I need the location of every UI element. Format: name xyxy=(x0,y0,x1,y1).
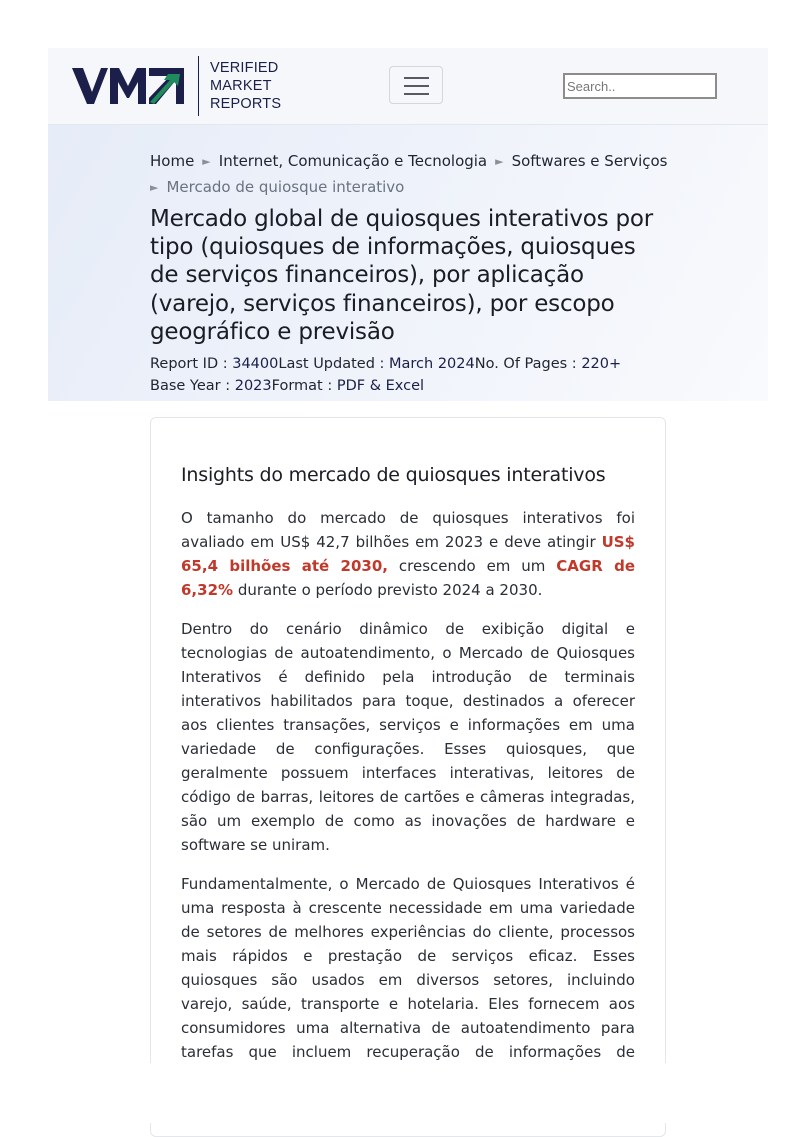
hamburger-menu-button[interactable] xyxy=(389,66,443,104)
report-id-value: 34400 xyxy=(232,356,279,372)
hamburger-icon-bar-middle xyxy=(404,85,429,87)
chevron-right-icon: ► xyxy=(202,155,211,168)
breadcrumb-current: Mercado de quiosque interativo xyxy=(166,178,405,196)
pages-value: 220+ xyxy=(581,356,622,372)
content-card xyxy=(150,417,666,1137)
report-meta-line-2 xyxy=(150,375,670,397)
logo-divider xyxy=(198,56,199,116)
paragraph-market-size xyxy=(181,506,635,602)
page-bottom-margin xyxy=(0,1063,793,1123)
p1-highlight-forecast: US$ 65,4 bilhões até 2030, xyxy=(181,533,635,575)
chevron-right-icon: ► xyxy=(495,155,504,168)
last-updated-label: Last Updated : xyxy=(278,356,390,372)
breadcrumb-subcategory[interactable]: Softwares e Serviços xyxy=(511,152,668,170)
site-header xyxy=(48,48,768,125)
hamburger-icon-bar-top xyxy=(404,77,429,79)
p1-highlight-cagr: CAGR de 6,32% xyxy=(181,557,635,599)
report-meta xyxy=(150,353,670,397)
brand-wordmark[interactable] xyxy=(210,59,281,113)
p1-text-3: durante o período previsto 2024 a 2030. xyxy=(233,581,543,599)
brand-line-2: MARKET xyxy=(210,78,272,94)
brand-line-3: REPORTS xyxy=(210,96,282,112)
pages-label: No. Of Pages : xyxy=(474,356,582,372)
hamburger-icon-bar-bottom xyxy=(404,93,429,95)
section-title: Insights do mercado de quiosques interativos xyxy=(181,464,606,486)
brand-line-1: VERIFIED xyxy=(210,60,279,76)
search-input[interactable] xyxy=(563,73,717,99)
report-id-label: Report ID : xyxy=(150,356,233,372)
p1-text-2: crescendo em um xyxy=(388,557,557,575)
vmr-logo-icon[interactable] xyxy=(72,68,184,104)
content-body xyxy=(181,462,635,1103)
breadcrumb-home[interactable]: Home xyxy=(150,152,195,170)
base-year-value: 2023 xyxy=(234,378,272,394)
last-updated-value: March 2024 xyxy=(389,356,475,372)
breadcrumb-category[interactable]: Internet, Comunicação e Tecnologia xyxy=(218,152,488,170)
page-title: Mercado global de quiosques interativos por tipo (quiosques de informações, quiosques de serviços financeiros), por aplicação (varejo, serviços financeiros), por escopo geográfico e previsão xyxy=(150,206,654,345)
report-hero xyxy=(48,125,768,401)
paragraph-drivers: Fundamentalmente, o Mercado de Quiosques Interativos é uma resposta à crescente necessidade em uma variedade de setores de melhores experiências do cliente, processos mais rápidos e prestação de serviços eficaz. Esses quiosques são usados em diversos setores, incluindo varejo, saúde, transporte e hotelaria. Eles fornecem aos consumidores uma alternativa de autoatendimento para tarefas que incluem recuperação de informações de xyxy=(181,875,635,1061)
chevron-right-icon: ► xyxy=(150,181,159,194)
page-frame xyxy=(48,48,768,401)
format-label: Format : xyxy=(271,378,337,394)
base-year-label: Base Year : xyxy=(150,378,235,394)
paragraph-definition: Dentro do cenário dinâmico de exibição digital e tecnologias de autoatendimento, o Mercado de Quiosques Interativos é definido pela introdução de terminais interativos habilitados para toque, destinados a oferecer aos clientes transações, serviços e informações em uma variedade de configurações. Esses quiosques, que geralmente possuem interfaces interativas, leitores de código de barras, leitores de cartões e câmeras integradas, são um exemplo de como as inovações de hardware e software se uniram. xyxy=(181,620,635,854)
breadcrumb xyxy=(150,149,670,201)
report-meta-line-1 xyxy=(150,353,670,375)
format-value: PDF & Excel xyxy=(336,378,425,394)
p1-text-1: O tamanho do mercado de quiosques interativos foi avaliado em US$ 42,7 bilhões em 2023 e deve atingir xyxy=(181,509,635,551)
